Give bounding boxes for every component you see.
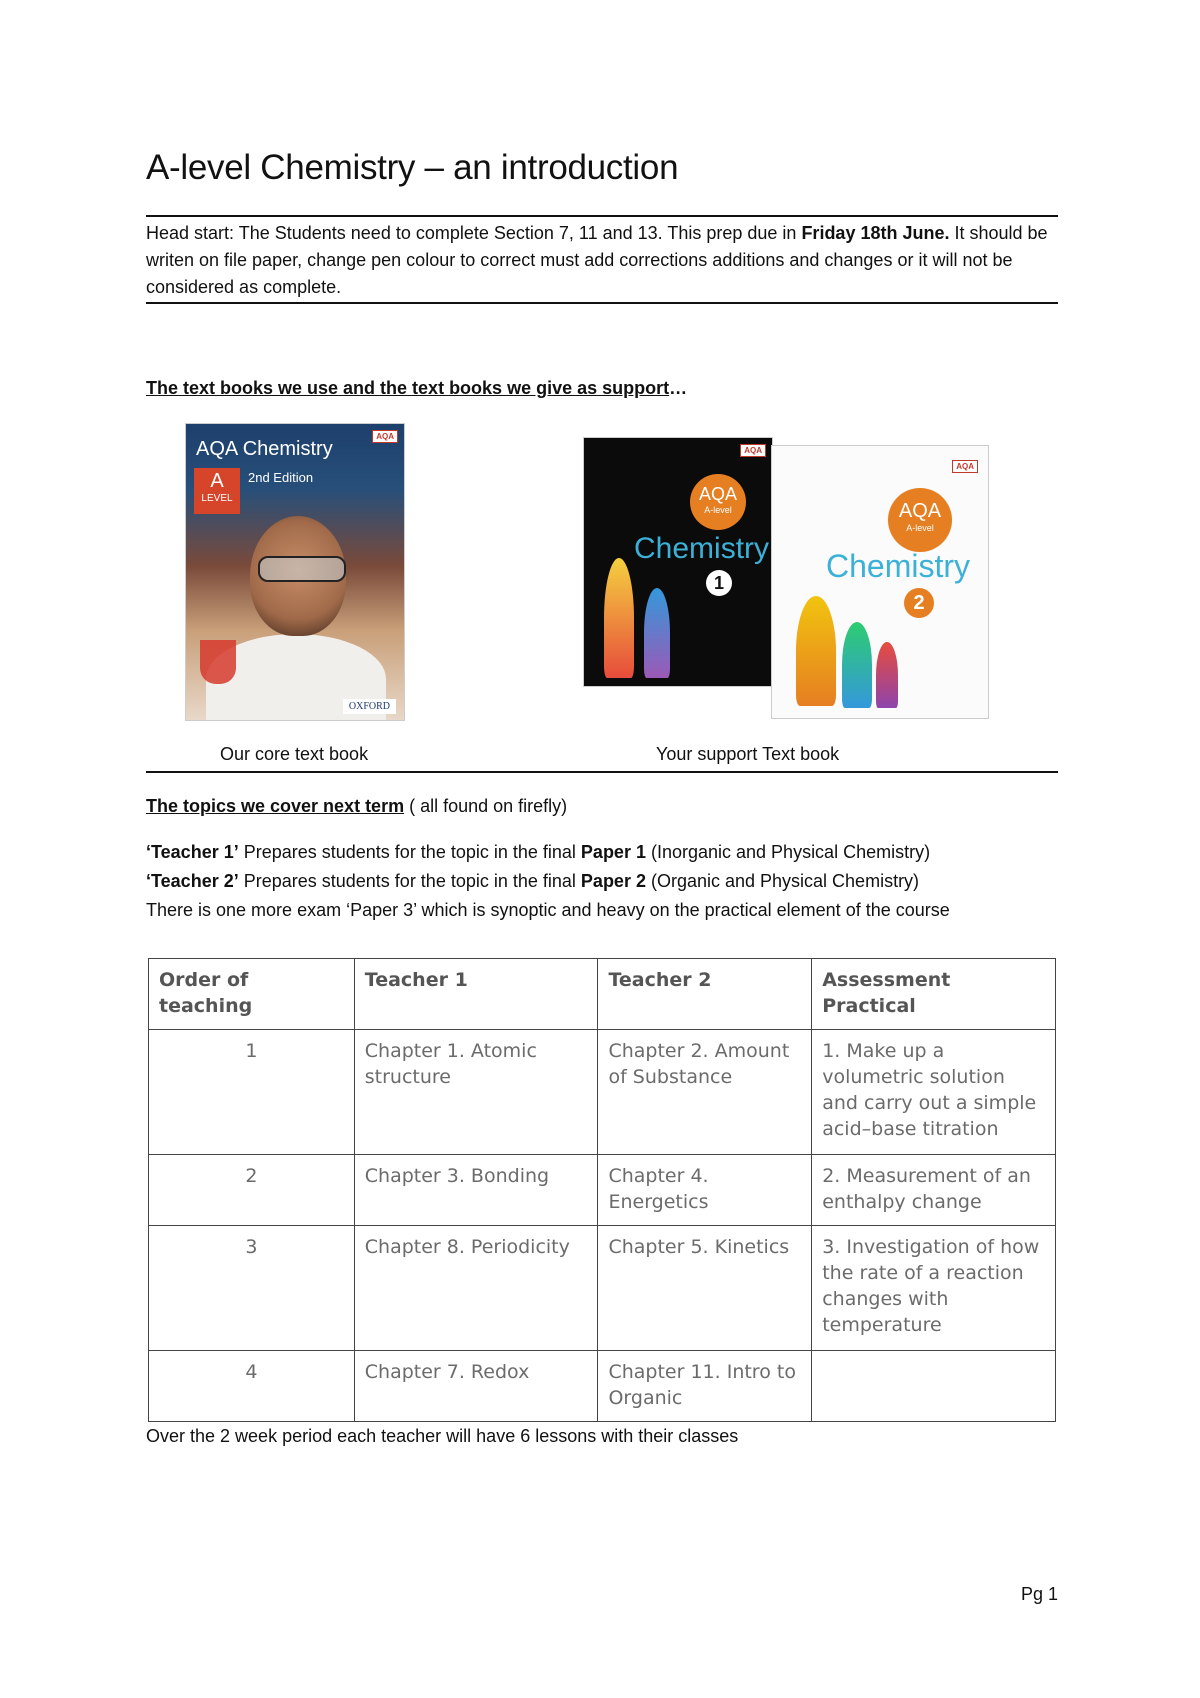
circle-logo-text: AQA <box>698 484 737 504</box>
aqa-circle-logo <box>888 488 952 552</box>
teacher-2-cell: Chapter 2. Amount of Substance <box>598 1030 812 1155</box>
paint-splash <box>644 588 670 678</box>
aqa-badge: AQA <box>372 430 398 443</box>
book-number-badge: 2 <box>904 588 934 618</box>
core-cover-level-word: LEVEL <box>201 493 233 504</box>
table-row <box>149 1351 1056 1422</box>
order-cell: 2 <box>149 1155 355 1226</box>
teaching-schedule-table <box>148 958 1056 1422</box>
aqa-badge: AQA <box>952 460 978 473</box>
topics-heading <box>146 796 567 817</box>
table-row <box>149 1155 1056 1226</box>
practical-cell: 2. Measurement of an enthalpy change <box>812 1155 1056 1226</box>
teacher-1-cell: Chapter 8. Periodicity <box>354 1226 598 1351</box>
paint-splash <box>842 622 872 708</box>
order-cell: 1 <box>149 1030 355 1155</box>
topics-description <box>146 838 1066 925</box>
teacher-1-line <box>146 838 1066 867</box>
header-teacher-1: Teacher 1 <box>354 959 598 1030</box>
table-row <box>149 1030 1056 1155</box>
teacher-2-line <box>146 867 1066 896</box>
lessons-footnote: Over the 2 week period each teacher will have 6 lessons with their classes <box>146 1426 739 1446</box>
books-divider <box>146 771 1058 773</box>
core-cover-title: AQA Chemistry <box>196 438 333 460</box>
circle-logo-subtext: A-level <box>704 505 732 515</box>
books-heading-ellipsis: … <box>669 378 688 398</box>
practical-cell: 3. Investigation of how the rate of a reaction changes with temperature <box>812 1226 1056 1351</box>
teacher-1-name: ‘Teacher 1’ <box>146 842 239 862</box>
paint-splash <box>796 596 836 706</box>
paint-splash <box>604 558 634 678</box>
head-start-text: Head start: The Students need to complete Section 7, 11 and 13. This prep due in <box>146 223 802 243</box>
safety-goggles-icon <box>258 556 346 582</box>
teacher-1-scope: (Inorganic and Physical Chemistry) <box>645 842 931 862</box>
circle-logo-text: AQA <box>898 500 942 522</box>
document-page <box>146 0 1058 1698</box>
support-1-title: Chemistry <box>634 532 770 565</box>
teacher-2-cell: Chapter 11. Intro to Organic <box>598 1351 812 1422</box>
topics-heading-text: The topics we cover next term <box>146 796 405 816</box>
support-2-title: Chemistry <box>826 548 971 584</box>
teacher-1-cell: Chapter 3. Bonding <box>354 1155 598 1226</box>
table-row <box>149 1226 1056 1351</box>
order-cell: 3 <box>149 1226 355 1351</box>
paint-splash <box>876 642 898 708</box>
teacher-2-name: ‘Teacher 2’ <box>146 871 239 891</box>
head-start-instructions: It should be writen on file paper, change pen colour to correct must add corrections additions and changes or it will not be considered as complete. <box>146 223 1048 297</box>
page-title: A-level Chemistry – an introduction <box>146 148 679 187</box>
teacher-2-cell: Chapter 4. Energetics <box>598 1155 812 1226</box>
head-start-paragraph <box>146 220 1058 301</box>
order-cell: 4 <box>149 1351 355 1422</box>
core-cover-level-letter: A <box>210 470 224 492</box>
publisher-logo: OXFORD <box>343 699 396 714</box>
core-textbook-cover <box>186 424 404 720</box>
table-header-row <box>149 959 1056 1030</box>
core-cover-edition: 2nd Edition <box>248 470 314 485</box>
support-textbook-1-cover <box>584 438 772 686</box>
books-heading <box>146 378 687 399</box>
teacher-2-text: Prepares students for the topic in the final <box>238 871 581 891</box>
book-number-badge: 1 <box>706 570 732 596</box>
topics-heading-note: ( all found on firefly) <box>404 796 568 816</box>
support-textbook-2-cover <box>772 446 988 718</box>
teacher-1-paper: Paper 1 <box>580 842 646 862</box>
teacher-1-cell: Chapter 1. Atomic structure <box>354 1030 598 1155</box>
flask-icon <box>200 640 236 684</box>
title-divider <box>146 215 1058 217</box>
teacher-2-paper: Paper 2 <box>580 871 646 891</box>
aqa-circle-logo <box>690 474 746 530</box>
practical-cell <box>812 1351 1056 1422</box>
due-date: Friday 18th June. <box>801 223 950 243</box>
header-assessment-practical: Assessment Practical <box>812 959 1056 1030</box>
core-cover-level-badge <box>194 468 240 514</box>
books-heading-text: The text books we use and the text books we give as support <box>146 378 670 398</box>
teacher-2-scope: (Organic and Physical Chemistry) <box>645 871 920 891</box>
header-teacher-2: Teacher 2 <box>598 959 812 1030</box>
teacher-2-cell: Chapter 5. Kinetics <box>598 1226 812 1351</box>
aqa-badge: AQA <box>740 444 766 457</box>
page-number: Pg 1 <box>1020 1584 1058 1604</box>
teacher-1-text: Prepares students for the topic in the final <box>238 842 581 862</box>
intro-divider <box>146 302 1058 304</box>
teacher-1-cell: Chapter 7. Redox <box>354 1351 598 1422</box>
header-order-of-teaching: Order of teaching <box>149 959 355 1030</box>
core-book-caption: Our core text book <box>220 744 369 764</box>
practical-cell: 1. Make up a volumetric solution and carry out a simple acid–base titration <box>812 1030 1056 1155</box>
circle-logo-subtext: A-level <box>906 523 934 533</box>
paper-3-line: There is one more exam ‘Paper 3’ which is synoptic and heavy on the practical element of the course <box>146 900 950 920</box>
support-book-caption: Your support Text book <box>656 744 840 764</box>
